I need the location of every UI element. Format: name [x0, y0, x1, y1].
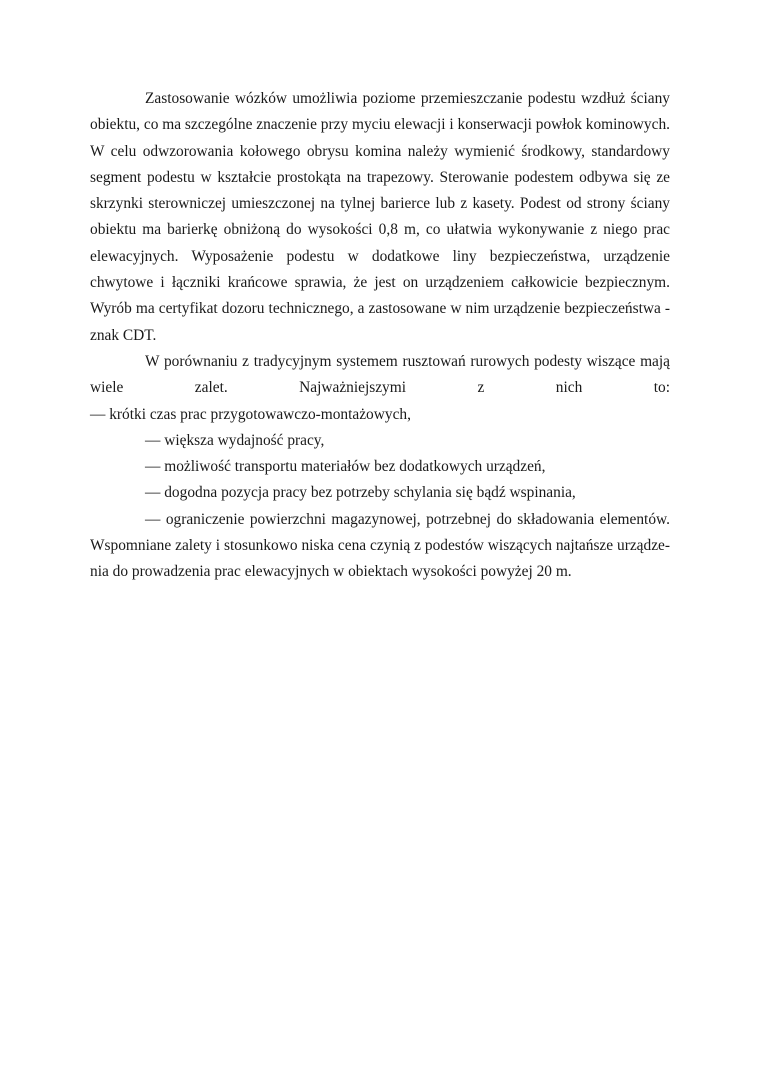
paragraph-1-line-5: skrzynki sterowniczej umieszczonej na tylnej barierce lub z kasety. Podest od strony ściany	[90, 195, 670, 213]
paragraph-2-line-2: wiele zalet. Najważniejszymi z nich to:	[90, 379, 670, 397]
paragraph-1-line-8: chwytowe i łączniki krańcowe sprawia, że jest on urządzeniem całkowicie bezpiecznym.	[90, 274, 670, 292]
paragraph-3-line-2: nia do prowadzenia prac elewacyjnych w obiektach wysokości powyżej 20 m.	[90, 563, 572, 581]
paragraph-1-line-10: znak CDT.	[90, 326, 157, 344]
paragraph-1-line-9: Wyrób ma certyfikat dozoru technicznego, a zastosowane w nim urządzenie bezpieczeństwa -	[90, 300, 670, 318]
paragraph-2-line-1: W porównaniu z tradycyjnym systemem rusztowań rurowych podesty wiszące mają	[145, 352, 670, 370]
paragraph-3-line-1: Wspomniane zalety i stosunkowo niska cena czynią z podestów wiszących najtańsze urządze-	[90, 537, 670, 555]
paragraph-1-line-7: elewacyjnych. Wyposażenie podestu w dodatkowe liny bezpieczeństwa, urządzenie	[90, 247, 670, 265]
paragraph-1-line-3: W celu odwzorowania kołowego obrysu komina należy wymienić środkowy, standardowy	[90, 142, 670, 160]
list-item-4: — dogodna pozycja pracy bez potrzeby schylania się bądź wspinania,	[145, 484, 576, 502]
paragraph-1-line-1: Zastosowanie wózków umożliwia poziome przemieszczanie podestu wzdłuż ściany	[145, 90, 670, 107]
list-item-5: — ograniczenie powierzchni magazynowej, potrzebnej do składowania elementów.	[145, 510, 670, 528]
body-text	[90, 86, 670, 586]
paragraph-1-line-6: obiektu ma barierkę obniżoną do wysokości 0,8 m, co ułatwia wykonywanie z niego prac	[90, 221, 670, 239]
paragraph-1-line-2: obiektu, co ma szczególne znaczenie przy myciu elewacji i konserwacji powłok kominowych.	[90, 116, 670, 134]
paragraph-1-line-4: segment podestu w kształcie prostokąta na trapezowy. Sterowanie podestem odbywa się ze	[90, 168, 670, 186]
list-item-3: — możliwość transportu materiałów bez dodatkowych urządzeń,	[145, 458, 546, 476]
list-item-2: — większa wydajność pracy,	[145, 431, 325, 449]
list-item-1: — krótki czas prac przygotowawczo-montażowych,	[90, 405, 411, 423]
